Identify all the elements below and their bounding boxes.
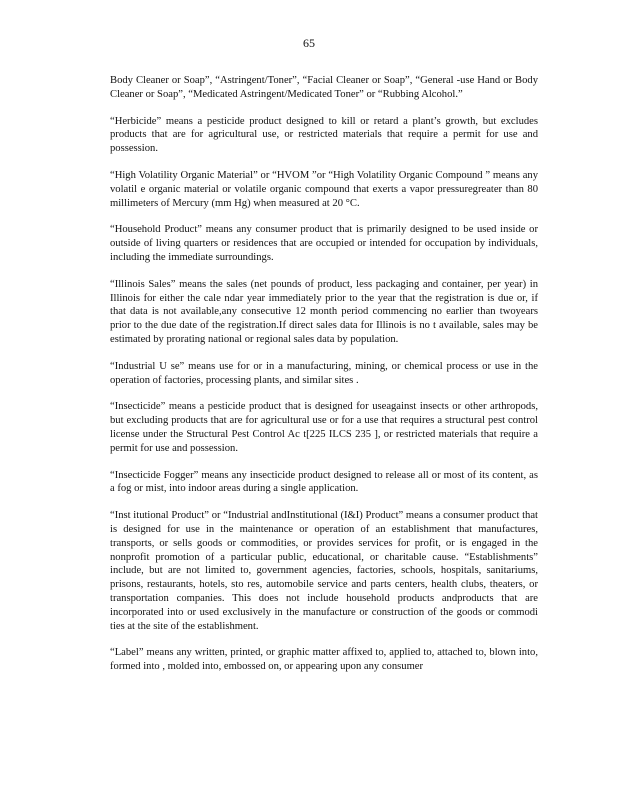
definition-household-product: “Household Product” means any consumer product that is primarily designed to be used inside or outside of living quarters or residences that are occupied or intended for occupation by individuals, including the immediate surroundings. (110, 224, 538, 263)
definition-herbicide: “Herbicide” means a pesticide product designed to kill or retard a plant’s growth, but excludes products that are for agricultural use, or restricted materials that require a permit for use and possession. (110, 115, 538, 155)
definition-label: “Label” means any written, printed, or graphic matter affixed to, applied to, attached to, blown into, formed into , molded into, embossed on, or appearing upon any consumer (110, 647, 538, 673)
page-number: 65 (303, 36, 315, 50)
definition-illinois-sales: “Illinois Sales” means the sales (net pounds of product, less packaging and container, per year) in Illinois for either the cale ndar year immediately prior to the year that the registration is due or, if that data is not available,any consecutive 12 month period commencing no earlier than twoyears prior to the due date of the registration.If direct sales data for Illinois is no t available, sales may be estimated by prorating national or regional sales data by population. (110, 278, 538, 345)
definition-industrial-use: “Industrial U se” means use for or in a manufacturing, mining, or chemical process or use in the operation of factories, processing plants, and similar sites . (110, 360, 538, 386)
definition-insecticide: “Insecticide” means a pesticide product that is designed for useagainst insects or other arthropods, but excluding products that are for agricultural use or for a use that requires a structural pest control license under the Structural Pest Control Ac t[225 ILCS 235 ], or restricted materials that require a permit for use and possession. (110, 401, 538, 454)
definition-institutional-product: “Inst itutional Product” or “Industrial andInstitutional (I&I) Product” means a consumer product that is designed for use in the maintenance or operation of an establishment that manufactures, transports, or sells goods or commodities, or provides services for profit, or is engaged in the nonprofit promotion of a particular public, educational, or charitable cause. “Establishments” include, but are not limited to, government agencies, factories, schools, hospitals, sanitariums, prisons, restaurants, hotels, sto res, automobile service and parts centers, health clubs, theaters, or transportation companies. This does not include household products andproducts that are incorporated into or used exclusively in the manufacture or construction of the goods or commodi ties at the site of the establishment. (110, 510, 538, 632)
paragraph-body-cleaner-continuation: Body Cleaner or Soap”, “Astringent/Toner”, “Facial Cleaner or Soap”, “General -use Hand or Body Cleaner or Soap”, “Medicated Astringent/Medicated Toner” or “Rubbing Alcohol.” (110, 75, 538, 100)
document-body (110, 74, 538, 687)
definition-high-volatility-organic-material: “High Volatility Organic Material” or “HVOM ”or “High Volatility Organic Compound ” means any volatil e organic material or volatile organic compound that exerts a vapor pressuregreater than 80 millimeters of Mercury (mm Hg) when measured at 20 °C. (110, 169, 538, 209)
definition-insecticide-fogger: “Insecticide Fogger” means any insecticide product designed to release all or most of its content, as a fog or mist, into indoor areas during a single application. (110, 469, 538, 495)
